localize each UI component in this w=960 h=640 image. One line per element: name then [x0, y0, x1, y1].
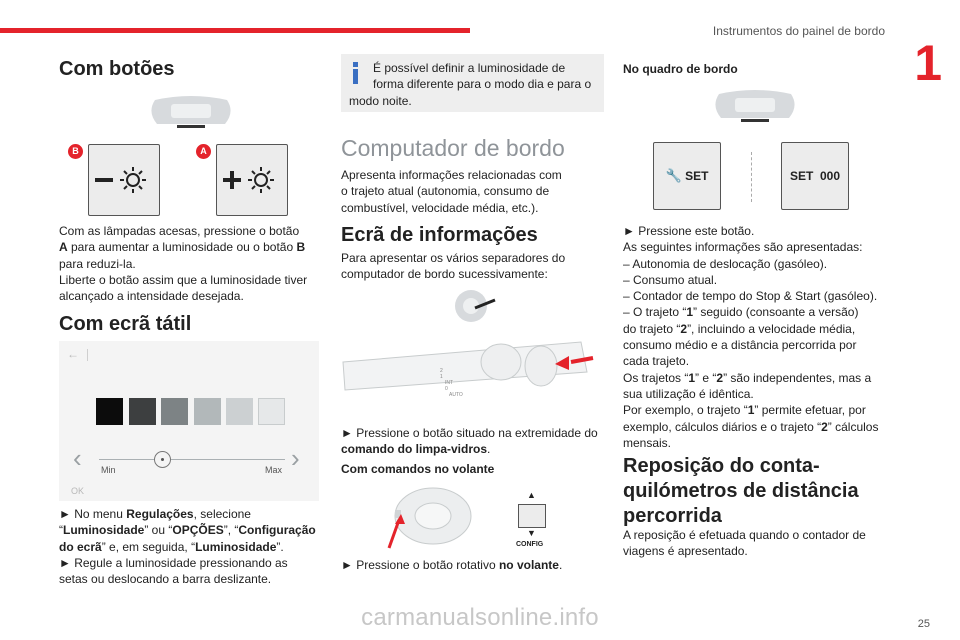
brightness-level-5: [226, 398, 253, 425]
stalk-label-1: 1: [440, 374, 443, 380]
text-line: – Contador de tempo do Stop & Start (gasóleo).: [623, 289, 878, 304]
watermark: carmanualsonline.info: [361, 604, 599, 631]
steering-wheel-icon: [451, 287, 501, 325]
column-2: [341, 0, 605, 640]
text-line: comando do limpa-vidros.: [341, 442, 491, 457]
touchscreen-mockup: [59, 341, 319, 501]
paragraph-trip-computer: [341, 167, 605, 216]
heading-steering-controls: Com comandos no volante: [341, 462, 495, 476]
wiper-stalk-illustration: [341, 332, 605, 402]
text-line: consumo médio e a distância percorrida por: [623, 338, 857, 353]
text-line: alcançado a intensidade desejada.: [59, 289, 244, 304]
text-line: do ecrã” e, em seguida, “Luminosidade”.: [59, 539, 284, 554]
heading-touchscreen: Com ecrã tátil: [59, 313, 192, 335]
text-line: o trajeto atual (autonomia, consumo de: [341, 184, 550, 199]
paragraph-reset: [623, 527, 885, 560]
brightness-level-3: [161, 398, 188, 425]
heading-info-screen: Ecrã de informações: [341, 224, 538, 246]
section-title: Instrumentos do painel de bordo: [712, 24, 885, 38]
stalk-label-auto: AUTO: [449, 392, 463, 398]
divider: [87, 349, 88, 361]
heading-reset-odometer: Reposição do conta- quilómetros de distância percorrida: [623, 455, 859, 527]
paragraph-touchscreen: [59, 506, 321, 587]
brightness-level-6: [258, 398, 285, 425]
text-line: do trajeto “2”, incluindo a velocidade média,: [623, 321, 856, 336]
dashboard-icon: [711, 88, 799, 124]
back-arrow-icon: ←: [67, 347, 79, 361]
text-line: A reposição é efetuada quando o contador de: [623, 528, 866, 542]
chevron-right-icon: ›: [291, 443, 300, 473]
text-line: para reduzi-la.: [59, 256, 136, 271]
text-line: ► Regule a luminosidade pressionando as: [59, 555, 288, 570]
text-line: setas ou deslocando a barra deslizante.: [59, 572, 272, 587]
slider-min-label: Min: [101, 465, 116, 475]
brightness-level-2: [129, 398, 156, 425]
config-label: CONFIG: [516, 541, 544, 548]
brightness-level-1: [96, 398, 123, 425]
label-b: B: [68, 144, 83, 159]
text-line: ► Pressione o botão situado na extremidade do: [341, 426, 598, 440]
heading-instrument-panel: No quadro de bordo: [623, 62, 738, 76]
text-line: – O trajeto “1” seguido (consoante a versão): [623, 305, 859, 320]
arrow-up-icon: ▲: [527, 490, 536, 500]
arrow-down-icon: ▼: [527, 528, 536, 538]
text-line: Para apresentar os vários separadores do: [341, 251, 566, 265]
text-line: Por exemplo, o trajeto “1” permite efetuar, por: [623, 403, 866, 418]
stalk-label-0: 0: [445, 386, 448, 392]
paragraph-wiper: [341, 425, 605, 458]
paragraph-buttons: [59, 223, 321, 304]
page-number: 25: [917, 618, 930, 630]
stalk-label-int: INT: [445, 380, 454, 386]
text-line: Apresenta informações relacionadas com: [341, 168, 562, 182]
text-line: ► No menu Regulações, selecione: [59, 507, 251, 521]
text-line: forma diferente para o modo dia e para o: [373, 77, 592, 92]
text-line: É possível definir a luminosidade de: [373, 61, 566, 75]
text-line: – Consumo atual.: [623, 272, 718, 287]
steering-wheel-controls-illustration: [385, 484, 475, 554]
text-line: Liberte o botão assim que a luminosidade tiver: [59, 272, 308, 287]
brightness-increase-button: [216, 144, 288, 216]
slider-max-label: Max: [265, 465, 283, 475]
text-line: Com as lâmpadas acesas, pressione o botão: [59, 224, 300, 238]
config-button: [518, 504, 546, 528]
text-line: sua utilização é idêntica.: [623, 386, 754, 401]
brightness-slider-track: [99, 459, 285, 460]
paragraph-info-screen: [341, 250, 605, 283]
paragraph-steering-button: [341, 557, 605, 573]
text-line: cada trajeto.: [623, 354, 690, 369]
paragraph-instrument-panel: [623, 223, 885, 451]
separator: [751, 152, 753, 202]
text-line: combustível, velocidade média, etc.).: [341, 200, 539, 215]
text-line: Os trajetos “1” e “2” são independentes, mas a: [623, 370, 872, 385]
dashboard-icon: [147, 94, 235, 130]
heading-trip-computer: Computador de bordo: [341, 135, 565, 161]
set-button: 🔧 SET: [653, 142, 721, 210]
heading-buttons: Com botões: [59, 58, 175, 80]
plus-sun-icon: [217, 145, 287, 215]
ok-label: OK: [71, 486, 85, 496]
chevron-left-icon: ‹: [73, 443, 82, 473]
label-a: A: [196, 144, 211, 159]
brightness-level-4: [194, 398, 221, 425]
text-line: mensais.: [623, 435, 672, 450]
text-line: “Luminosidade” ou “OPÇÕES”, “Configuração: [59, 523, 316, 538]
column-3: [623, 0, 885, 640]
text-line: computador de bordo sucessivamente:: [341, 267, 548, 282]
set-000-button: SET 000: [781, 142, 849, 210]
minus-sun-icon: [89, 145, 159, 215]
brightness-slider-handle: [154, 451, 171, 468]
text-line: viagens é apresentado.: [623, 544, 748, 559]
text-line: – Autonomia de deslocação (gasóleo).: [623, 256, 828, 271]
text-line: As seguintes informações são apresentadas:: [623, 240, 863, 255]
text-line: modo noite.: [349, 93, 412, 108]
brightness-decrease-button: [88, 144, 160, 216]
text-line: ► Pressione o botão rotativo no volante.: [341, 558, 563, 572]
stalk-label-2: 2: [440, 368, 443, 374]
text-line: exemplo, cálculos diários e o trajeto “2” cálculos: [623, 419, 879, 434]
wrench-icon: 🔧: [665, 168, 682, 183]
chapter-number: 1: [914, 35, 942, 91]
text-line: ► Pressione este botão.: [623, 224, 755, 238]
text-line: A para aumentar a luminosidade ou o botão B: [59, 240, 306, 255]
